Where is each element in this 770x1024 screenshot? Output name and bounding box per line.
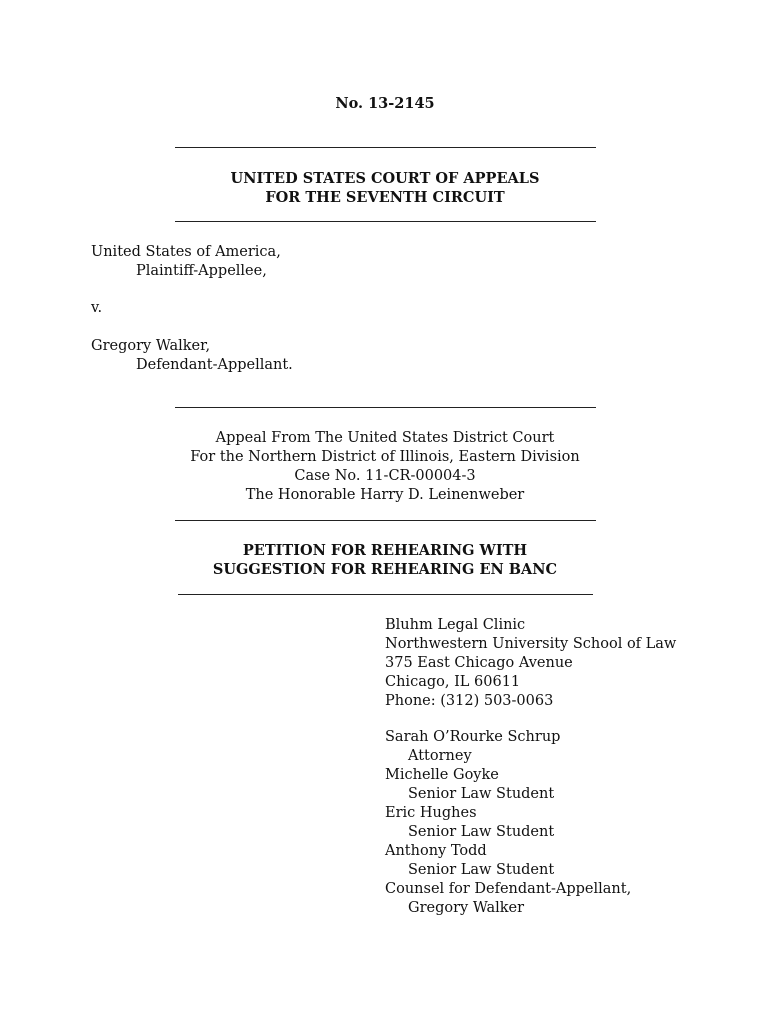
counsel-for-line: Counsel for Defendant-Appellant,: [385, 881, 632, 897]
divider: [175, 147, 596, 148]
counsel-name: Anthony Todd: [385, 843, 487, 859]
clinic-school: Northwestern University School of Law: [385, 636, 677, 652]
appeal-court-line: Appeal From The United States District Court: [215, 430, 555, 446]
defendant-block: [91, 337, 293, 375]
clinic-name: Bluhm Legal Clinic: [385, 617, 526, 633]
case-number: No. 13-2145: [335, 95, 435, 112]
divider: [178, 594, 593, 595]
versus: v.: [91, 300, 103, 316]
court-circuit-line: FOR THE SEVENTH CIRCUIT: [265, 189, 505, 206]
counsel-title: Senior Law Student: [408, 862, 555, 878]
defendant-role: Defendant-Appellant.: [136, 357, 293, 373]
petition-title-line1: PETITION FOR REHEARING WITH: [242, 542, 528, 559]
clinic-street: 375 East Chicago Avenue: [385, 655, 573, 671]
appeal-judge-line: The Honorable Harry D. Leinenweber: [245, 487, 525, 503]
divider: [175, 221, 596, 222]
petition-title-line2: SUGGESTION FOR REHEARING EN BANC: [212, 561, 558, 578]
court-name-line: UNITED STATES COURT OF APPEALS: [230, 170, 540, 187]
court-caption: [0, 169, 770, 207]
counsel-title: Senior Law Student: [408, 786, 555, 802]
divider: [175, 520, 596, 521]
plaintiff-block: [91, 243, 281, 281]
plaintiff-role: Plaintiff-Appellee,: [136, 263, 267, 279]
clinic-city: Chicago, IL 60611: [385, 674, 521, 690]
counsel-title: Attorney: [408, 748, 472, 764]
defendant-name: Gregory Walker,: [91, 338, 211, 354]
clinic-phone: Phone: (312) 503-0063: [385, 693, 554, 709]
appeal-district-line: For the Northern District of Illinois, Eastern Division: [190, 449, 580, 465]
divider: [175, 407, 596, 408]
appeal-info: [0, 429, 770, 505]
clinic-address: [385, 616, 676, 711]
appeal-case-line: Case No. 11-CR-00004-3: [294, 468, 476, 484]
counsel-for-client: Gregory Walker: [408, 900, 525, 916]
counsel-list: [385, 728, 631, 918]
counsel-name: Michelle Goyke: [385, 767, 499, 783]
counsel-title: Senior Law Student: [408, 824, 555, 840]
counsel-name: Eric Hughes: [385, 805, 477, 821]
plaintiff-name: United States of America,: [91, 244, 281, 260]
counsel-name: Sarah O’Rourke Schrup: [385, 729, 561, 745]
petition-title: [0, 541, 770, 579]
